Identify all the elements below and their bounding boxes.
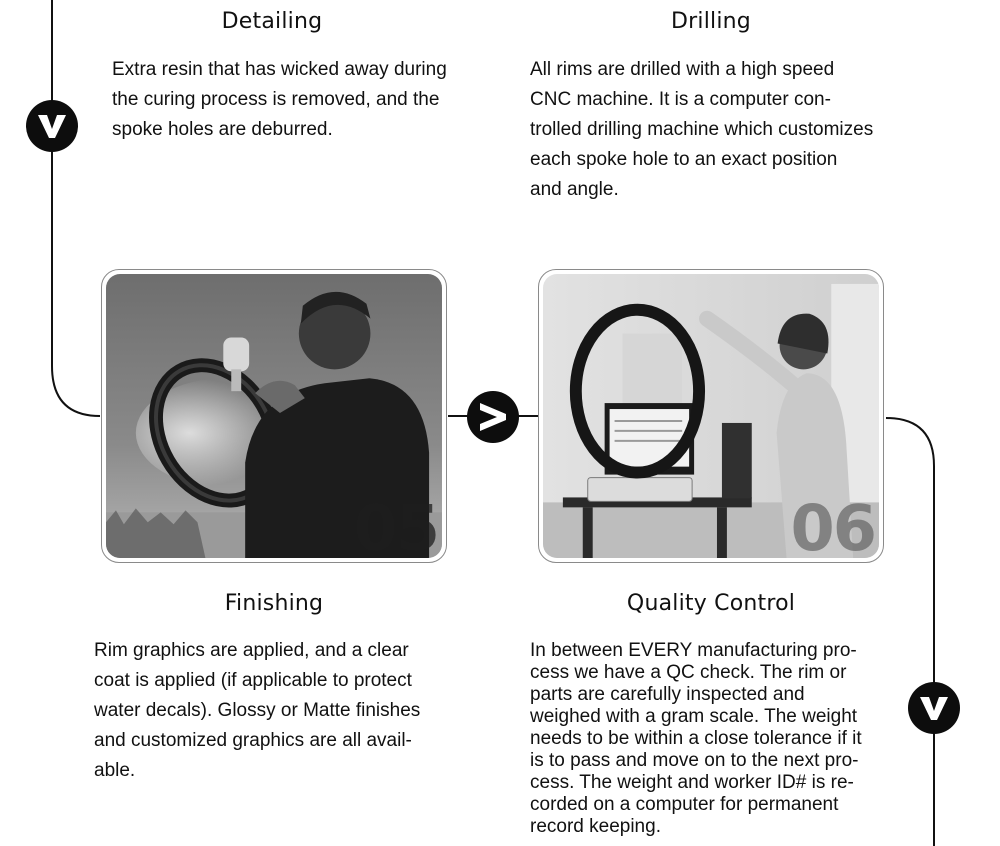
finishing-description: Rim graphics are applied, and a clear coat is applied (if applicable to protect water decals). Glossy or Matte finishes and customized graphics are all avail- able.: [94, 640, 421, 781]
right-arrow-badge: [467, 391, 519, 443]
down-arrow-badge-bottom: [908, 682, 960, 734]
spray-painting-illustration: [106, 274, 442, 558]
rim-weighing-illustration: [543, 274, 879, 558]
quality-control-step-number: 06: [790, 491, 876, 558]
chevron-down-icon: [35, 111, 69, 141]
chevron-down-icon: [917, 693, 951, 723]
finishing-heading: Finishing: [224, 591, 324, 616]
detailing-heading: Detailing: [221, 9, 323, 34]
finishing-step-number: 05: [353, 491, 439, 558]
down-arrow-badge-top: [26, 100, 78, 152]
detailing-description: Extra resin that has wicked away during the curing process is removed, and the spoke holes are deburred.: [112, 59, 447, 140]
quality-control-description: In between EVERY manufacturing pro- cess we have a QC check. The rim or parts are carefully inspected and weighed with a gram scale. The weight needs to be within a close tolerance if it is to pass and move on to the next pro- cess. The weight and worker ID# is re- corded on a computer for permanent record keeping.: [530, 640, 862, 837]
finishing-photo-frame: [101, 269, 447, 563]
quality-control-photo: [543, 274, 879, 558]
quality-control-heading: Quality Control: [626, 591, 796, 616]
left-connector-line: [52, 0, 100, 416]
quality-control-photo-frame: [538, 269, 884, 563]
finishing-photo: [106, 274, 442, 558]
drilling-description: All rims are drilled with a high speed CNC machine. It is a computer con- trolled drilling machine which customizes each spoke hole to an exact position and angle.: [530, 59, 874, 200]
drilling-heading: Drilling: [671, 9, 751, 34]
chevron-right-icon: [476, 400, 510, 434]
